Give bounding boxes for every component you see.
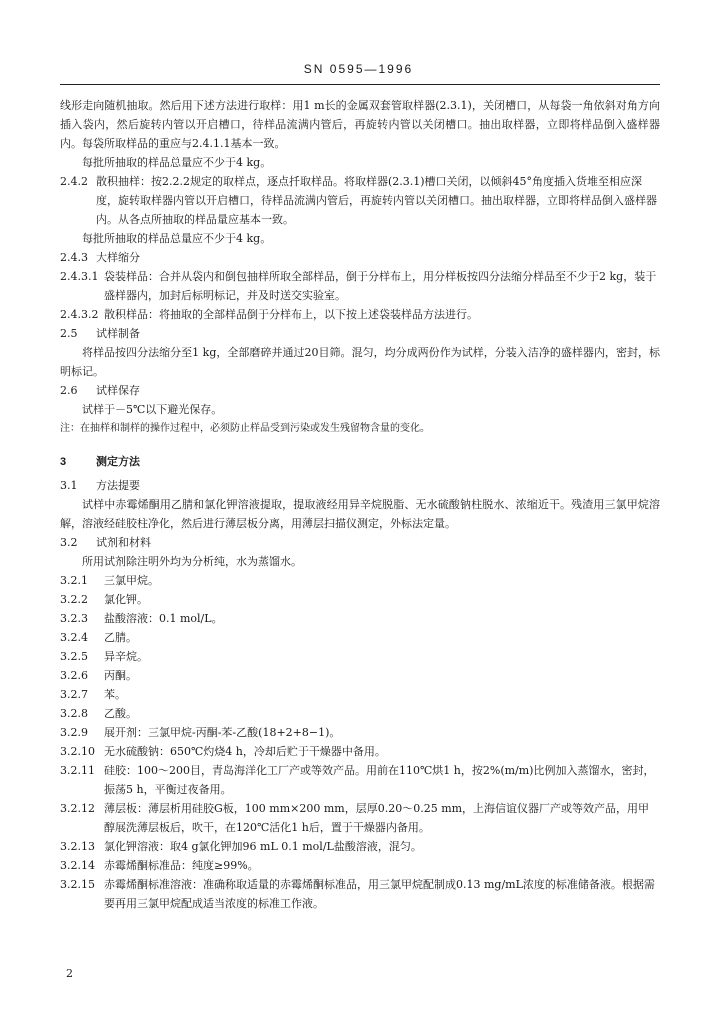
page-number: 2 (66, 967, 73, 980)
reagent-number: 3.2.2 (60, 593, 88, 606)
reagent-number: 3.2.8 (60, 707, 88, 720)
clause-title: 试样制备 (96, 327, 140, 340)
clause-number: 3.1 (60, 479, 78, 492)
clause-2-6 (60, 381, 660, 400)
reagent-number: 3.2.9 (60, 726, 88, 739)
reagent-item (60, 837, 660, 856)
clause-2-4-3 (60, 248, 660, 267)
clause-title: 大样缩分 (96, 251, 140, 264)
reagent-text: 苯。 (104, 688, 126, 701)
clause-text: 袋装样品：合并从袋内和倒包抽样所取全部样品，倒于分样布上，用分样板按四分法缩分样品至不少于2 kg，装于盛样器内，加封后标明标记，并及时送交实验室。 (104, 270, 657, 302)
reagent-text: 乙腈。 (104, 631, 137, 644)
reagent-number: 3.2.14 (60, 859, 95, 872)
clause-number: 2.4.3 (60, 251, 88, 264)
paragraph-method-summary: 试样中赤霉烯酮用乙腈和氯化钾溶液提取，提取液经用异辛烷脱脂、无水硫酸钠柱脱水、浓缩近干。残渣用三氯甲烷溶解，溶液经硅胶柱净化，然后进行薄层板分离，用薄层扫描仪测定，外标法定量。 (60, 498, 660, 530)
reagent-item (60, 590, 660, 609)
section-number: 3 (60, 456, 67, 468)
reagent-text: 三氯甲烷。 (104, 574, 159, 587)
reagent-item (60, 761, 660, 799)
standard-number-header: SN 0595—1996 (303, 62, 414, 76)
paragraph-reagents-intro: 所用试剂除注明外均为分析纯，水为蒸馏水。 (82, 555, 302, 568)
clause-text: 散积样品：将抽取的全部样品倒于分样布上，以下按上述袋装样品方法进行。 (104, 308, 478, 321)
section-3-heading (60, 452, 660, 472)
header-rule (60, 84, 660, 85)
paragraph-storage: 试样于－5℃以下避光保存。 (82, 403, 223, 416)
reagent-item (60, 647, 660, 666)
clause-3-1 (60, 476, 660, 495)
reagent-item (60, 723, 660, 742)
reagent-text: 氯化钾。 (104, 593, 148, 606)
reagent-number: 3.2.10 (60, 745, 95, 758)
reagent-number: 3.2.5 (60, 650, 88, 663)
note: 注：在抽样和制样的操作过程中，必须防止样品受到污染或发生残留物含量的变化。 (60, 423, 430, 434)
reagent-item (60, 628, 660, 647)
clause-title: 试剂和材料 (96, 536, 151, 549)
reagent-item (60, 685, 660, 704)
clause-2-4-2 (60, 172, 660, 229)
reagent-item (60, 856, 660, 875)
reagent-text: 盐酸溶液：0.1 mol/L。 (104, 612, 223, 625)
clause-number: 2.4.3.2 (60, 308, 99, 321)
clause-number: 2.4.2 (60, 175, 88, 188)
reagent-number: 3.2.11 (60, 764, 95, 777)
reagent-text: 异辛烷。 (104, 650, 148, 663)
reagent-text: 赤霉烯酮标准溶液：准确称取适量的赤霉烯酮标准品，用三氯甲烷配制成0.13 mg/mL浓度的标准储备液。根据需要再用三氯甲烷配成适当浓度的标准工作液。 (104, 878, 655, 910)
reagent-number: 3.2.12 (60, 802, 95, 815)
reagent-number: 3.2.3 (60, 612, 88, 625)
reagent-item (60, 875, 660, 913)
reagent-item (60, 704, 660, 723)
reagent-text: 薄层板：薄层析用硅胶G板，100 mm×200 mm，层厚0.20～0.25 mm，上海信谊仪器厂产或等效产品，用甲醇展洗薄层板后，吹干，在120℃活化1 h后，置于干燥器内备用。 (104, 802, 650, 834)
clause-2-5 (60, 324, 660, 343)
reagent-number: 3.2.13 (60, 840, 95, 853)
reagent-text: 展开剂：三氯甲烷-丙酮-苯-乙酸(18+2+8−1)。 (104, 726, 341, 739)
reagent-item (60, 742, 660, 761)
clause-3-2 (60, 533, 660, 552)
section-title: 测定方法 (96, 456, 140, 468)
paragraph-sample-prep: 将样品按四分法缩分至1 kg，全部磨碎并通过20目筛。混匀，均分成两份作为试样，分装入洁净的盛样器内，密封，标明标记。 (60, 346, 660, 378)
clause-title: 试样保存 (96, 384, 140, 397)
reagent-number: 3.2.4 (60, 631, 88, 644)
reagent-number: 3.2.7 (60, 688, 88, 701)
clause-number: 2.4.3.1 (60, 270, 99, 283)
clause-number: 2.5 (60, 327, 78, 340)
clause-2-4-3-2 (60, 305, 660, 324)
reagent-item (60, 571, 660, 590)
paragraph-total-weight-2: 每批所抽取的样品总量应不少于4 kg。 (82, 232, 272, 245)
reagent-item (60, 609, 660, 628)
reagent-text: 乙酸。 (104, 707, 137, 720)
reagent-text: 无水硫酸钠：650℃灼烧4 h，冷却后贮于干燥器中备用。 (104, 745, 386, 758)
clause-number: 2.6 (60, 384, 78, 397)
clause-2-4-3-1 (60, 267, 660, 305)
paragraph-continued: 线形走向随机抽取。然后用下述方法进行取样：用1 m长的金属双套管取样器(2.3.1)，关闭槽口，从每袋一角依斜对角方向插入袋内，然后旋转内管以开启槽口，待样品流满内管后，再旋转内管以关闭槽口。抽出取样器，立即将样品倒入盛样器内。每袋所取样品的重应与2.4.1.1基本一致。 (60, 99, 660, 150)
clause-number: 3.2 (60, 536, 78, 549)
reagent-text: 丙酮。 (104, 669, 137, 682)
reagent-text: 硅胶：100～200目，青岛海洋化工厂产或等效产品。用前在110℃烘1 h，按2%(m/m)比例加入蒸馏水，密封，振荡5 h，平衡过夜备用。 (104, 764, 655, 796)
clause-text: 散积抽样：按2.2.2规定的取样点，逐点扦取样品。将取样器(2.3.1)槽口关闭，以倾斜45°角度插入货堆至相应深度，旋转取样器内管以开启槽口，待样品流满内管后，再旋转内管以关闭槽口。抽出取样器，立即将样品倒入盛样器内。从各点所抽取的样品量应基本一致。 (96, 175, 657, 226)
clause-title: 方法提要 (96, 479, 140, 492)
reagent-item (60, 799, 660, 837)
reagent-item (60, 666, 660, 685)
document-body (60, 96, 660, 913)
reagent-number: 3.2.6 (60, 669, 88, 682)
reagent-text: 氯化钾溶液：取4 g氯化钾加96 mL 0.1 mol/L盐酸溶液，混匀。 (104, 840, 422, 853)
reagent-number: 3.2.15 (60, 878, 95, 891)
reagent-text: 赤霉烯酮标准品：纯度≥99%。 (104, 859, 259, 872)
paragraph-total-weight: 每批所抽取的样品总量应不少于4 kg。 (82, 156, 272, 169)
reagent-number: 3.2.1 (60, 574, 88, 587)
